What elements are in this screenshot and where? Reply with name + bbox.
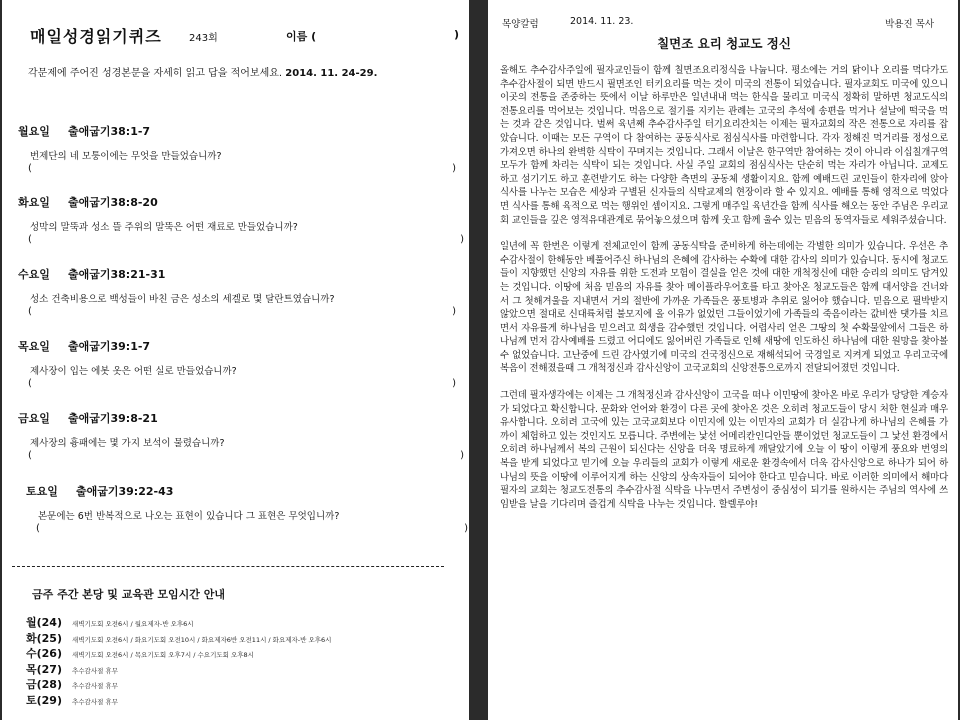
schedule-day: 금(28) bbox=[26, 678, 62, 691]
answer-blank[interactable]: ( ) bbox=[28, 234, 464, 245]
schedule-day: 월(24) bbox=[26, 616, 62, 629]
column-title: 칠면조 요리 청교도 정신 bbox=[657, 36, 791, 51]
column-date: 2014. 11. 23. bbox=[570, 16, 634, 27]
question-text: 번제단의 네 모퉁이에는 무엇을 만들었습니까? bbox=[30, 151, 222, 162]
schedule-text: 추수감사절 휴무 bbox=[72, 697, 119, 706]
answer-blank[interactable]: ( ) bbox=[28, 450, 464, 461]
question-text: 본문에는 6번 반복적으로 나오는 표현이 있습니다 그 표현은 무엇입니까? bbox=[38, 511, 340, 522]
scripture-ref: 출애굽기39:8-21 bbox=[68, 412, 158, 425]
column-author: 박용진 목사 bbox=[885, 19, 934, 30]
name-field-label: 이름 ( bbox=[286, 30, 317, 43]
schedule-text: 추수감사절 휴무 bbox=[72, 682, 119, 690]
day-label: 목요일 bbox=[18, 340, 50, 353]
scripture-ref: 출애굽기39:22-43 bbox=[76, 485, 174, 498]
quiz-number: 243회 bbox=[189, 33, 218, 44]
quiz-page bbox=[2, 0, 469, 720]
scripture-ref: 출애굽기39:1-7 bbox=[68, 340, 151, 353]
scripture-ref: 출애굽기38:21-31 bbox=[68, 268, 166, 281]
quiz-item-thursday bbox=[18, 338, 458, 389]
day-label: 토요일 bbox=[26, 485, 58, 498]
day-label: 월요일 bbox=[18, 125, 50, 138]
column-paragraph-2: 일년에 꼭 한번은 이렇게 전체교인이 함께 공동식탁을 준비하게 하는데에는 각별한 의미가 있습니다. 우선은 추수감사절이 한해동안 베풀어주신 하나님의 은혜에 감사하는 수확에 대한 감사의 의미가 있습니다. 동시에 청교도들이 지향했던 신앙의 자유를 위한 도전과 모험이 결실을 얻은 것에 대한 개척정신에 대한 승리의 의미도 담겨있는 것입니다. 이땅에 처음 믿음의 자유를 찾아 메이플라우어호를 타고 찾아온 청교도들은 함께 대서양을 건너와서 그 첫해겨울을 지내면서 거의 절반에 가까운 가족들은 풍토병과 추위로 잃어야 했습니다. 믿음으로 필박받지 않았으면 절대로 신대륙처럼 불모지에 올 이유가 없었던 그들이었기에 가족들의 죽음이라는 값비싼 댓가를 치르면서 자유를게 하나님을 믿으려고 희생을 감수했던 것입니다. 어렵사리 얻은 그땅의 첫 수확물앞에서 그들은 하나님께 먼저 감사예배를 드렸고 어디에도 잃어버린 가족들로 인해 새땅에 인도하신 하나님에 대한 원망을 찾아볼 수 없었습니다. 고난중에 드린 감사였기에 미국의 건국정신으로 재해석되어 국경일로 지켜게 되었고 우리고국에 복음이 전해졌을때 그 개척정신과 감사신앙이 고국교회의 신앙전통으로까지 전달되어졌던 것입니다. bbox=[500, 241, 948, 375]
schedule-list bbox=[26, 614, 456, 707]
day-label: 수요일 bbox=[18, 268, 50, 281]
section-divider bbox=[12, 566, 444, 567]
question-text: 성막의 말뚝과 성소 뜰 주위의 말뚝은 어떤 재료로 만들었습니까? bbox=[30, 222, 298, 233]
schedule-day: 목(27) bbox=[26, 662, 62, 676]
schedule-text: 추수감사절 휴무 bbox=[72, 666, 119, 675]
quiz-title: 매일성경읽기퀴즈 bbox=[30, 27, 162, 46]
question-text: 성소 건축비용으로 백성들이 바친 금은 성소의 세겔로 몇 달란트였습니까? bbox=[30, 294, 335, 305]
answer-blank[interactable]: ( ) bbox=[28, 163, 456, 174]
quiz-item-tuesday bbox=[18, 194, 464, 245]
answer-blank[interactable]: ( ) bbox=[36, 523, 468, 534]
schedule-text: 새벽기도회 오전6시 / 화요기도회 오전10시 / 화요제자6반 오전11시 / 화요제자-반 오후6시 bbox=[72, 635, 332, 644]
schedule-row bbox=[26, 614, 456, 630]
column-header bbox=[500, 0, 948, 54]
quiz-instruction bbox=[28, 64, 458, 79]
schedule-text: 새벽기도회 오전6시 / 월요제자-반 오후6시 bbox=[72, 620, 194, 628]
quiz-header bbox=[18, 0, 460, 46]
schedule-day: 수(26) bbox=[26, 647, 62, 660]
column-paragraph-1: 올해도 추수감사주일에 필자교인들이 함께 칠면조요리정식을 나눕니다. 평소에는 거의 닭이나 오리를 먹다가도 추수감사절이 되면 반드시 필면조인 터키요리를 먹는 것이 미국의 전통이 되었습니다. 필자교회도 미국에 있으니 이곳의 전통을 존중하는 뜻에서 이날 하루만은 일년내내 먹는 한식을 물리고 미국식 정확히 말하면 청교도식의 전통요리를 먹어보는 것입니다. 먹음으로 절기를 지키는 관례는 고국의 추석에 송편을 먹거나 설날에 떡국을 먹는 것과 같은 것입니다. 벌써 육년째 추수감사주일 터기요리잔치는 이제는 필자교회의 작은 전통으로 자리를 잡았습니다. 이때는 모든 구역이 다 참여하는 공동식사로 점심식사를 마련합니다. 각자 정해진 먹거리를 정성으로 가져오면 하나의 완벽한 식탁이 꾸며지는 것입니다. 그래서 이날은 한구역만 참여하는 것이 아니라 이십칠개구역 모두가 함께 차리는 식탁이 되는 것입니다. 사실 주일 교회의 점심식사는 단순히 먹는 자리가 아닙니다. 교제도 하고 섬기기도 하고 훈련받기도 하는 다양한 측면의 공동체 생활이지요. 함께 예배드린 교인들이 한자리에 앉아 식사를 나누는 모습은 세상과 구별된 신자들의 식탁교제의 현장이라 할 수 있지요. 예배를 통해 영적으로 먹었다면 식사를 통해 육적으로 먹는 행위인 셈이지요. 그렇게 매주일 육년간을 함께 식사를 해오는 동안 주님은 우리교회 교인들을 깊은 영적유대관계로 묶어놓으셨으며 함께 웃고 함께 울수 있는 믿음의 동역자들로 세워주셨습니다. bbox=[500, 65, 948, 226]
schedule-row bbox=[26, 676, 456, 692]
schedule-text: 새벽기도회 오전6시 / 목요기도회 오후7시 / 수요기도회 오후8시 bbox=[72, 651, 254, 659]
column-page bbox=[488, 0, 958, 720]
quiz-item-wednesday bbox=[18, 266, 458, 317]
schedule-day: 토(29) bbox=[26, 693, 62, 707]
quiz-item-monday bbox=[18, 123, 458, 174]
instruction-text: 각문제에 주어진 성경본문을 자세히 읽고 답을 적어보세요. bbox=[28, 68, 283, 79]
quiz-item-saturday bbox=[26, 483, 466, 534]
instruction-date: 2014. 11. 24-29. bbox=[285, 68, 378, 79]
schedule-row bbox=[26, 692, 456, 708]
column-tag: 목양칼럼 bbox=[502, 19, 539, 30]
schedule-row bbox=[26, 645, 456, 661]
schedule-day: 화(25) bbox=[26, 631, 62, 645]
answer-blank[interactable]: ( ) bbox=[28, 306, 456, 317]
schedule-row bbox=[26, 630, 456, 646]
schedule-title: 금주 주간 본당 및 교육관 모임시간 안내 bbox=[32, 588, 225, 601]
name-field-close: ) bbox=[454, 28, 460, 41]
scripture-ref: 출애굽기38:8-20 bbox=[68, 196, 158, 209]
question-text: 제사장이 입는 에봇 옷은 어떤 실로 만들었습니까? bbox=[30, 366, 237, 377]
day-label: 금요일 bbox=[18, 412, 50, 425]
schedule-row bbox=[26, 661, 456, 677]
question-text: 제사장의 흉패에는 몇 가지 보석이 물렸습니까? bbox=[30, 438, 225, 449]
quiz-item-friday bbox=[18, 410, 464, 461]
column-paragraph-3: 그런데 필자생각에는 이제는 그 개척정신과 감사신앙이 고국을 떠나 이민땅에 찾아온 바로 우리가 당당한 계승자가 되었다고 확신합니다. 문화와 언어와 환경이 다른 곳에 찾아온 것은 오히려 청교도들이 당시 처한 현실과 매우 유사합니다. 오히려 고국에 있는 고국교회보다 이민지에 있는 이민자의 교회가 더 실감나게 하나님의 은혜를 가까이 체험하고 있는 것인지도 모릅니다. 주변에는 낯선 어메리칸인디안들 뿐이었던 청교도들이 그 낯선 환경에서 오히려 하나님께서 복의 근원이 되신다는 신앙을 더욱 명료하게 깨달았기에 오늘 이 땅이 이렇게 풍요와 번영의 복을 받게 되었다고 믿기에 오늘 우리들의 교회가 이렇게 새로운 환경속에서 더욱 감사신앙으로 하나가 되어 하나님의 뜻을 이땅에 이루어지게 하는 신앙의 상속자들이 되어야 한다고 믿습니다. 바로 이러한 의미에서 해마다 필자의 교회는 청교도전통의 추수감사절 식탁을 나누면서 주변성이 중심성이 되기를 원하시는 주님의 역사에 쓰임받을 날을 기다리며 즐겁게 식탁을 나누는 것입니다. 할렐루야! bbox=[500, 390, 948, 510]
day-label: 화요일 bbox=[18, 196, 50, 209]
scripture-ref: 출애굽기38:1-7 bbox=[68, 125, 151, 138]
answer-blank[interactable]: ( ) bbox=[28, 378, 456, 389]
